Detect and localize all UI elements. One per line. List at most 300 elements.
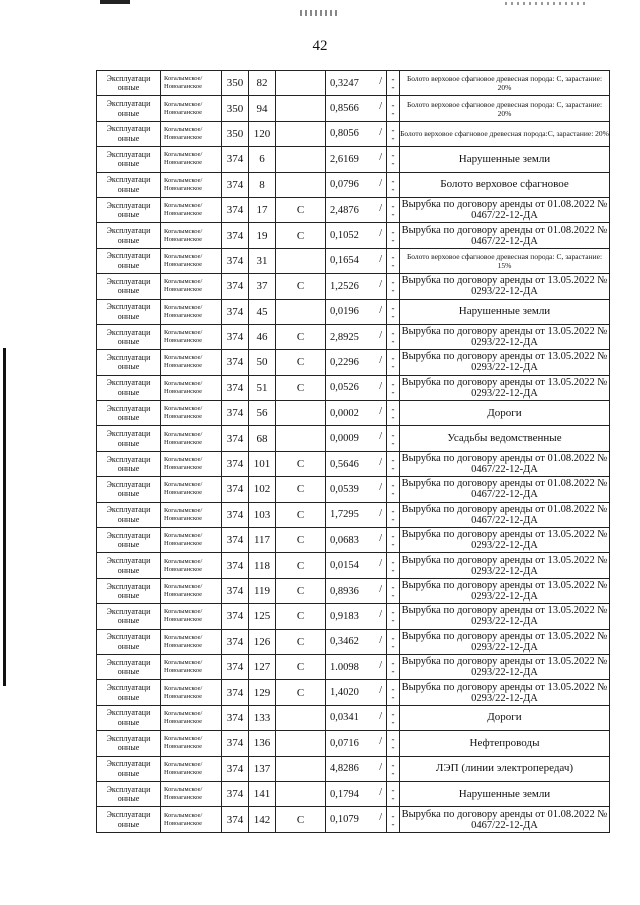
forestry-district-cell: Когалымское/ Новоаганское bbox=[161, 654, 222, 679]
sign-mark: - bbox=[391, 632, 395, 643]
sign-cell bbox=[387, 426, 400, 451]
category-cell: Эксплуатаци онные bbox=[97, 121, 161, 146]
sign-mark: - bbox=[391, 328, 395, 339]
description-cell: Вырубка по договору аренды от 13.05.2022 № 0293/22-12-ДА bbox=[400, 324, 610, 349]
sign-mark: - bbox=[391, 226, 395, 237]
sign-mark: - bbox=[391, 285, 395, 296]
category-cell: Эксплуатаци онные bbox=[97, 781, 161, 806]
area-value: 0,0341 bbox=[330, 712, 359, 724]
quarter-cell: 350 bbox=[222, 71, 249, 96]
category-cell: Эксплуатаци онные bbox=[97, 401, 161, 426]
slash-separator: / bbox=[379, 736, 382, 748]
sign-mark: - bbox=[391, 734, 395, 745]
table-row bbox=[97, 756, 610, 781]
species-code-cell bbox=[276, 299, 326, 324]
species-code-cell: С bbox=[276, 451, 326, 476]
sign-mark: - bbox=[391, 132, 395, 143]
description-cell: Болото верховое сфагновое древесная порода:С, зарастание: 20% bbox=[400, 121, 610, 146]
table-row bbox=[97, 807, 610, 832]
description-cell: Вырубка по договору аренды от 13.05.2022 № 0293/22-12-ДА bbox=[400, 553, 610, 578]
sign-mark: - bbox=[391, 336, 395, 347]
sign-mark: - bbox=[391, 183, 395, 194]
quarter-cell: 374 bbox=[222, 451, 249, 476]
description-cell: Болото верховое сфагновое древесная порода: С, зарастание: 20% bbox=[400, 71, 610, 96]
species-code-cell: С bbox=[276, 477, 326, 502]
sign-mark: - bbox=[391, 302, 395, 313]
area-value: 4,8286 bbox=[330, 763, 359, 775]
area-value: 0,0196 bbox=[330, 306, 359, 318]
description-cell: Нарушенные земли bbox=[400, 781, 610, 806]
slash-separator: / bbox=[379, 786, 382, 798]
category-cell: Эксплуатаци онные bbox=[97, 528, 161, 553]
area-cell bbox=[326, 375, 387, 400]
sign-mark: - bbox=[391, 234, 395, 245]
plot-cell: 68 bbox=[249, 426, 276, 451]
slash-separator: / bbox=[379, 202, 382, 214]
plot-cell: 94 bbox=[249, 96, 276, 121]
quarter-cell: 374 bbox=[222, 248, 249, 273]
forestry-district-cell: Когалымское/ Новоаганское bbox=[161, 350, 222, 375]
category-cell: Эксплуатаци онные bbox=[97, 731, 161, 756]
quarter-cell: 374 bbox=[222, 375, 249, 400]
species-code-cell: С bbox=[276, 502, 326, 527]
description-cell: Вырубка по договору аренды от 01.08.2022 № 0467/22-12-ДА bbox=[400, 502, 610, 527]
slash-separator: / bbox=[379, 634, 382, 646]
area-cell bbox=[326, 451, 387, 476]
quarter-cell: 374 bbox=[222, 172, 249, 197]
sign-mark: - bbox=[391, 691, 395, 702]
slash-separator: / bbox=[379, 685, 382, 697]
scan-mark bbox=[100, 0, 130, 4]
sign-mark: - bbox=[391, 564, 395, 575]
sign-mark: - bbox=[391, 455, 395, 466]
quarter-cell: 374 bbox=[222, 197, 249, 222]
category-cell: Эксплуатаци онные bbox=[97, 248, 161, 273]
description-cell: Вырубка по договору аренды от 13.05.2022 № 0293/22-12-ДА bbox=[400, 629, 610, 654]
area-value: 0,1654 bbox=[330, 255, 359, 267]
sign-mark: - bbox=[391, 310, 395, 321]
slash-separator: / bbox=[379, 659, 382, 671]
area-value: 0,8566 bbox=[330, 103, 359, 115]
forestry-district-cell: Когалымское/ Новоаганское bbox=[161, 147, 222, 172]
sign-cell bbox=[387, 197, 400, 222]
table-body bbox=[97, 71, 610, 833]
sign-mark: - bbox=[391, 666, 395, 677]
slash-separator: / bbox=[379, 177, 382, 189]
area-value: 0,9183 bbox=[330, 610, 359, 622]
table-row bbox=[97, 477, 610, 502]
area-cell bbox=[326, 731, 387, 756]
quarter-cell: 374 bbox=[222, 781, 249, 806]
forestry-district-cell: Когалымское/ Новоаганское bbox=[161, 121, 222, 146]
quarter-cell: 374 bbox=[222, 731, 249, 756]
species-code-cell: С bbox=[276, 528, 326, 553]
category-cell: Эксплуатаци онные bbox=[97, 654, 161, 679]
sign-cell bbox=[387, 629, 400, 654]
forestry-district-cell: Когалымское/ Новоаганское bbox=[161, 578, 222, 603]
description-cell: Вырубка по договору аренды от 13.05.2022 № 0293/22-12-ДА bbox=[400, 375, 610, 400]
category-cell: Эксплуатаци онные bbox=[97, 299, 161, 324]
sign-mark: - bbox=[391, 539, 395, 550]
species-code-cell: С bbox=[276, 604, 326, 629]
area-cell bbox=[326, 299, 387, 324]
area-cell bbox=[326, 426, 387, 451]
plot-cell: 118 bbox=[249, 553, 276, 578]
slash-separator: / bbox=[379, 533, 382, 545]
sign-mark: - bbox=[391, 640, 395, 651]
forestry-district-cell: Когалымское/ Новоаганское bbox=[161, 96, 222, 121]
forestry-district-cell: Когалымское/ Новоаганское bbox=[161, 604, 222, 629]
quarter-cell: 374 bbox=[222, 426, 249, 451]
table-row bbox=[97, 604, 610, 629]
area-cell bbox=[326, 223, 387, 248]
sign-cell bbox=[387, 477, 400, 502]
forestry-district-cell: Когалымское/ Новоаганское bbox=[161, 71, 222, 96]
quarter-cell: 374 bbox=[222, 654, 249, 679]
sign-cell bbox=[387, 299, 400, 324]
area-cell bbox=[326, 172, 387, 197]
species-code-cell bbox=[276, 71, 326, 96]
sign-mark: - bbox=[391, 513, 395, 524]
scan-mark bbox=[505, 2, 585, 5]
sign-mark: - bbox=[391, 158, 395, 169]
sign-mark: - bbox=[391, 582, 395, 592]
plot-cell: 103 bbox=[249, 502, 276, 527]
category-cell: Эксплуатаци онные bbox=[97, 147, 161, 172]
plot-cell: 31 bbox=[249, 248, 276, 273]
description-cell: Болото верховое сфагновое древесная порода: С, зарастание: 15% bbox=[400, 248, 610, 273]
slash-separator: / bbox=[379, 406, 382, 418]
quarter-cell: 374 bbox=[222, 324, 249, 349]
sign-cell bbox=[387, 807, 400, 832]
sign-mark: - bbox=[391, 361, 395, 372]
area-value: 0,8056 bbox=[330, 128, 359, 140]
area-cell bbox=[326, 705, 387, 730]
area-cell bbox=[326, 629, 387, 654]
quarter-cell: 374 bbox=[222, 147, 249, 172]
sign-cell bbox=[387, 654, 400, 679]
sign-mark: - bbox=[391, 759, 395, 770]
species-code-cell: С bbox=[276, 350, 326, 375]
table-row bbox=[97, 172, 610, 197]
area-cell bbox=[326, 578, 387, 603]
description-cell: ЛЭП (линии электропередач) bbox=[400, 756, 610, 781]
quarter-cell: 374 bbox=[222, 604, 249, 629]
category-cell: Эксплуатаци онные bbox=[97, 705, 161, 730]
area-cell bbox=[326, 147, 387, 172]
sign-cell bbox=[387, 401, 400, 426]
sign-mark: - bbox=[391, 353, 395, 364]
description-cell: Вырубка по договору аренды от 13.05.2022 № 0293/22-12-ДА bbox=[400, 604, 610, 629]
quarter-cell: 374 bbox=[222, 629, 249, 654]
area-cell bbox=[326, 121, 387, 146]
table-row bbox=[97, 147, 610, 172]
area-value: 0,8936 bbox=[330, 585, 359, 597]
sign-mark: - bbox=[391, 767, 395, 778]
slash-separator: / bbox=[379, 152, 382, 164]
sign-mark: - bbox=[391, 615, 395, 626]
species-code-cell: С bbox=[276, 223, 326, 248]
sign-mark: - bbox=[391, 150, 395, 161]
sign-mark: - bbox=[391, 386, 395, 397]
forestry-district-cell: Когалымское/ Новоаганское bbox=[161, 223, 222, 248]
description-cell: Вырубка по договору аренды от 01.08.2022 № 0467/22-12-ДА bbox=[400, 807, 610, 832]
table-row bbox=[97, 197, 610, 222]
area-cell bbox=[326, 96, 387, 121]
category-cell: Эксплуатаци онные bbox=[97, 451, 161, 476]
species-code-cell bbox=[276, 147, 326, 172]
forestry-district-cell: Когалымское/ Новоаганское bbox=[161, 324, 222, 349]
sign-cell bbox=[387, 502, 400, 527]
quarter-cell: 374 bbox=[222, 299, 249, 324]
area-cell bbox=[326, 274, 387, 299]
forestry-district-cell: Когалымское/ Новоаганское bbox=[161, 299, 222, 324]
description-cell: Болото верховое сфагновое bbox=[400, 172, 610, 197]
sign-cell bbox=[387, 223, 400, 248]
area-value: 1,4020 bbox=[330, 687, 359, 699]
table-row bbox=[97, 654, 610, 679]
slash-separator: / bbox=[379, 329, 382, 341]
sign-mark: - bbox=[391, 107, 395, 118]
description-cell: Вырубка по договору аренды от 01.08.2022 № 0467/22-12-ДА bbox=[400, 223, 610, 248]
quarter-cell: 374 bbox=[222, 223, 249, 248]
species-code-cell bbox=[276, 172, 326, 197]
quarter-cell: 374 bbox=[222, 350, 249, 375]
table-row bbox=[97, 629, 610, 654]
area-cell bbox=[326, 350, 387, 375]
description-cell: Дороги bbox=[400, 705, 610, 730]
sign-mark: - bbox=[391, 74, 395, 85]
slash-separator: / bbox=[379, 583, 382, 595]
sign-cell bbox=[387, 248, 400, 273]
area-cell bbox=[326, 502, 387, 527]
area-cell bbox=[326, 248, 387, 273]
sign-mark: - bbox=[391, 683, 395, 694]
category-cell: Эксплуатаци онные bbox=[97, 71, 161, 96]
sign-mark: - bbox=[391, 785, 395, 796]
sign-mark: - bbox=[391, 590, 395, 600]
area-value: 0,0526 bbox=[330, 382, 359, 394]
table-row bbox=[97, 375, 610, 400]
area-value: 0,0154 bbox=[330, 560, 359, 572]
area-cell bbox=[326, 654, 387, 679]
quarter-cell: 350 bbox=[222, 121, 249, 146]
species-code-cell: С bbox=[276, 680, 326, 705]
species-code-cell bbox=[276, 248, 326, 273]
quarter-cell: 374 bbox=[222, 756, 249, 781]
forestry-district-cell: Когалымское/ Новоаганское bbox=[161, 197, 222, 222]
table-row bbox=[97, 680, 610, 705]
forestry-district-cell: Когалымское/ Новоаганское bbox=[161, 274, 222, 299]
area-value: 0,0796 bbox=[330, 179, 359, 191]
area-value: 0,3247 bbox=[330, 77, 359, 89]
area-value: 1,7295 bbox=[330, 509, 359, 521]
table-row bbox=[97, 731, 610, 756]
description-cell: Вырубка по договору аренды от 13.05.2022 № 0293/22-12-ДА bbox=[400, 528, 610, 553]
area-cell bbox=[326, 401, 387, 426]
plot-cell: 101 bbox=[249, 451, 276, 476]
scan-edge-bar bbox=[3, 348, 6, 686]
sign-cell bbox=[387, 375, 400, 400]
slash-separator: / bbox=[379, 761, 382, 773]
sign-mark: - bbox=[391, 429, 395, 440]
species-code-cell bbox=[276, 756, 326, 781]
table-row bbox=[97, 705, 610, 730]
quarter-cell: 374 bbox=[222, 502, 249, 527]
sign-mark: - bbox=[391, 607, 395, 618]
sign-mark: - bbox=[391, 378, 395, 389]
quarter-cell: 374 bbox=[222, 553, 249, 578]
sign-mark: - bbox=[391, 99, 395, 110]
slash-separator: / bbox=[379, 558, 382, 570]
plot-cell: 56 bbox=[249, 401, 276, 426]
slash-separator: / bbox=[379, 812, 382, 824]
sign-mark: - bbox=[391, 124, 395, 135]
forestry-district-cell: Когалымское/ Новоаганское bbox=[161, 553, 222, 578]
plot-cell: 141 bbox=[249, 781, 276, 806]
table-row bbox=[97, 553, 610, 578]
area-value: 2,4876 bbox=[330, 204, 359, 216]
species-code-cell bbox=[276, 705, 326, 730]
slash-separator: / bbox=[379, 126, 382, 138]
description-cell: Дороги bbox=[400, 401, 610, 426]
area-value: 0,0716 bbox=[330, 737, 359, 749]
sign-mark: - bbox=[391, 716, 395, 727]
sign-cell bbox=[387, 451, 400, 476]
plot-cell: 46 bbox=[249, 324, 276, 349]
category-cell: Эксплуатаци онные bbox=[97, 756, 161, 781]
sign-cell bbox=[387, 680, 400, 705]
plot-cell: 102 bbox=[249, 477, 276, 502]
category-cell: Эксплуатаци онные bbox=[97, 197, 161, 222]
species-code-cell: С bbox=[276, 324, 326, 349]
description-cell: Вырубка по договору аренды от 13.05.2022 № 0293/22-12-ДА bbox=[400, 350, 610, 375]
plot-cell: 119 bbox=[249, 578, 276, 603]
quarter-cell: 374 bbox=[222, 578, 249, 603]
table-row bbox=[97, 299, 610, 324]
plot-cell: 127 bbox=[249, 654, 276, 679]
sign-cell bbox=[387, 578, 400, 603]
area-value: 0,1079 bbox=[330, 814, 359, 826]
species-code-cell: С bbox=[276, 274, 326, 299]
table-row bbox=[97, 401, 610, 426]
sign-cell bbox=[387, 604, 400, 629]
area-value: 2,6169 bbox=[330, 153, 359, 165]
forestry-district-cell: Когалымское/ Новоаганское bbox=[161, 172, 222, 197]
plot-cell: 137 bbox=[249, 756, 276, 781]
quarter-cell: 374 bbox=[222, 274, 249, 299]
species-code-cell: С bbox=[276, 654, 326, 679]
forestry-district-cell: Когалымское/ Новоаганское bbox=[161, 477, 222, 502]
sign-cell bbox=[387, 71, 400, 96]
sign-mark: - bbox=[391, 251, 395, 262]
table-row bbox=[97, 248, 610, 273]
sign-mark: - bbox=[391, 742, 395, 753]
scan-mark bbox=[300, 10, 340, 16]
forestry-district-cell: Когалымское/ Новоаганское bbox=[161, 705, 222, 730]
area-value: 2,8925 bbox=[330, 331, 359, 343]
plot-cell: 125 bbox=[249, 604, 276, 629]
slash-separator: / bbox=[379, 710, 382, 722]
plot-cell: 133 bbox=[249, 705, 276, 730]
quarter-cell: 374 bbox=[222, 528, 249, 553]
species-code-cell bbox=[276, 426, 326, 451]
forestry-district-cell: Когалымское/ Новоаганское bbox=[161, 756, 222, 781]
forest-plot-table bbox=[96, 70, 610, 833]
sign-cell bbox=[387, 96, 400, 121]
sign-cell bbox=[387, 172, 400, 197]
table-row bbox=[97, 324, 610, 349]
area-value: 0,0539 bbox=[330, 483, 359, 495]
plot-cell: 37 bbox=[249, 274, 276, 299]
table-row bbox=[97, 121, 610, 146]
area-cell bbox=[326, 680, 387, 705]
slash-separator: / bbox=[379, 380, 382, 392]
table-row bbox=[97, 71, 610, 96]
forestry-district-cell: Когалымское/ Новоаганское bbox=[161, 426, 222, 451]
table-row bbox=[97, 223, 610, 248]
description-cell: Вырубка по договору аренды от 13.05.2022 № 0293/22-12-ДА bbox=[400, 680, 610, 705]
category-cell: Эксплуатаци онные bbox=[97, 324, 161, 349]
forestry-district-cell: Когалымское/ Новоаганское bbox=[161, 731, 222, 756]
plot-cell: 6 bbox=[249, 147, 276, 172]
forestry-district-cell: Когалымское/ Новоаганское bbox=[161, 375, 222, 400]
description-cell: Вырубка по договору аренды от 01.08.2022 № 0467/22-12-ДА bbox=[400, 197, 610, 222]
plot-cell: 51 bbox=[249, 375, 276, 400]
slash-separator: / bbox=[379, 482, 382, 494]
area-cell bbox=[326, 756, 387, 781]
sign-mark: - bbox=[391, 818, 395, 829]
quarter-cell: 374 bbox=[222, 705, 249, 730]
species-code-cell: С bbox=[276, 375, 326, 400]
table-row bbox=[97, 96, 610, 121]
sign-mark: - bbox=[391, 259, 395, 270]
page-number: 42 bbox=[312, 38, 328, 54]
forestry-district-cell: Когалымское/ Новоаганское bbox=[161, 781, 222, 806]
table-row bbox=[97, 350, 610, 375]
table-row bbox=[97, 781, 610, 806]
plot-cell: 136 bbox=[249, 731, 276, 756]
sign-mark: - bbox=[391, 505, 395, 516]
area-cell bbox=[326, 324, 387, 349]
plot-cell: 142 bbox=[249, 807, 276, 832]
table-row bbox=[97, 578, 610, 603]
sign-mark: - bbox=[391, 209, 395, 220]
sign-cell bbox=[387, 121, 400, 146]
forestry-district-cell: Когалымское/ Новоаганское bbox=[161, 451, 222, 476]
area-value: 1,2526 bbox=[330, 280, 359, 292]
category-cell: Эксплуатаци онные bbox=[97, 375, 161, 400]
sign-cell bbox=[387, 528, 400, 553]
sign-mark: - bbox=[391, 437, 395, 448]
plot-cell: 17 bbox=[249, 197, 276, 222]
area-cell bbox=[326, 477, 387, 502]
sign-cell bbox=[387, 731, 400, 756]
description-cell: Вырубка по договору аренды от 13.05.2022 № 0293/22-12-ДА bbox=[400, 578, 610, 603]
description-cell: Вырубка по договору аренды от 13.05.2022 № 0293/22-12-ДА bbox=[400, 654, 610, 679]
forestry-district-cell: Когалымское/ Новоаганское bbox=[161, 528, 222, 553]
sign-cell bbox=[387, 324, 400, 349]
area-cell bbox=[326, 528, 387, 553]
sign-mark: - bbox=[391, 277, 395, 288]
plot-cell: 45 bbox=[249, 299, 276, 324]
slash-separator: / bbox=[379, 76, 382, 87]
area-value: 0,0009 bbox=[330, 433, 359, 445]
slash-separator: / bbox=[379, 431, 382, 443]
table-row bbox=[97, 274, 610, 299]
sign-mark: - bbox=[391, 412, 395, 423]
table-row bbox=[97, 451, 610, 476]
